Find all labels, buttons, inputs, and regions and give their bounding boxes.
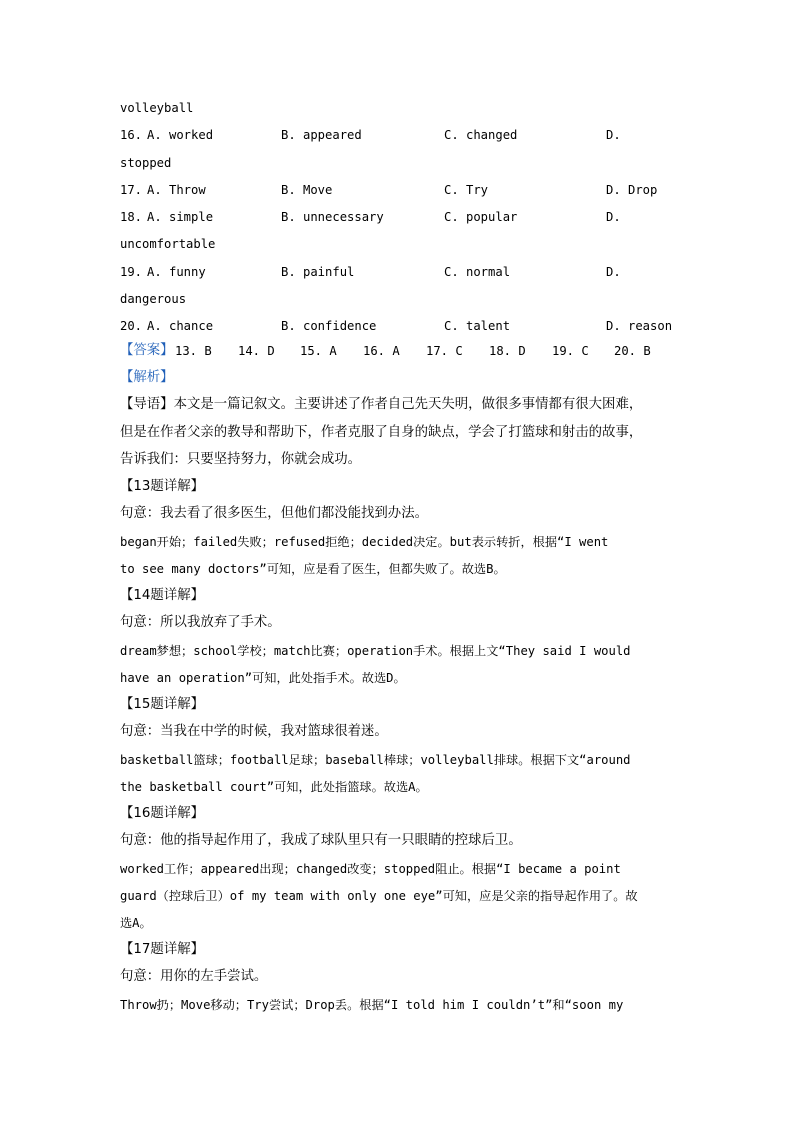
- detail-explain-17: Throw扔；Move移动；Try尝试；Drop丢。根据“I told him I couldn’t”和“soon my: [120, 998, 624, 1012]
- option-b: B. confidence: [281, 319, 377, 333]
- option-b: B. painful: [281, 265, 355, 279]
- detail-heading-16: 【16题详解】: [120, 806, 204, 821]
- answer-item: 18. D: [489, 344, 526, 358]
- detail-meaning-16: 句意：他的指导起作用了，我成了球队里只有一只眼睛的控球后卫。: [120, 833, 522, 848]
- option-c: C. changed: [444, 128, 518, 142]
- answer-item: 14. D: [238, 344, 275, 358]
- detail-explain-16: worked工作；appeared出现；changed改变；stopped阻止。根据“I became a point: [120, 862, 621, 876]
- detail-heading-14: 【14题详解】: [120, 588, 204, 603]
- detail-explain-13: to see many doctors”可知，应是看了医生，但都失败了。故选B。: [120, 562, 506, 576]
- option-c: C. normal: [444, 265, 511, 279]
- intro-label: 【导语】: [120, 397, 174, 412]
- option-d: D.: [606, 265, 621, 279]
- answer-item: 15. A: [300, 344, 337, 358]
- option-d: D. reason: [606, 319, 673, 333]
- option-d: D.: [606, 210, 621, 224]
- detail-explain-15: the basketball court”可知，此处指篮球。故选A。: [120, 780, 428, 794]
- intro-line-3: 告诉我们：只要坚持努力，你就会成功。: [120, 452, 362, 467]
- option-row-18: [120, 207, 680, 227]
- option-c: C. Try: [444, 183, 489, 197]
- intro-text: 本文是一篇记叙文。主要讲述了作者自己先天失明，做很多事情都有很大困难，: [173, 397, 643, 412]
- detail-meaning-13: 句意：我去看了很多医生，但他们都没能找到办法。: [120, 506, 428, 521]
- answer-label: 【答案】: [120, 343, 174, 358]
- option-d-wrap: uncomfortable: [120, 237, 216, 251]
- detail-heading-17: 【17题详解】: [120, 942, 204, 957]
- intro-line-1: [120, 395, 642, 415]
- option-row-16: [120, 125, 680, 145]
- detail-explain-15: basketball篮球；football足球；baseball棒球；volleyball排球。根据下文“around: [120, 753, 631, 767]
- detail-meaning-14: 句意：所以我放弃了手术。: [120, 615, 281, 630]
- q-number: 19.: [120, 265, 143, 279]
- detail-explain-13: began开始；failed失败；refused拒绝；decided决定。but表示转折，根据“I went: [120, 535, 609, 549]
- q-number: 17.: [120, 183, 143, 197]
- option-d: D.: [606, 128, 621, 142]
- option-c: C. popular: [444, 210, 518, 224]
- option-a: A. funny: [147, 265, 206, 279]
- analysis-label: 【解析】: [120, 370, 174, 385]
- option-b: B. appeared: [281, 128, 362, 142]
- detail-meaning-15: 句意：当我在中学的时候，我对篮球很着迷。: [120, 724, 388, 739]
- option-a: A. Throw: [147, 183, 206, 197]
- answer-item: 17. C: [426, 344, 463, 358]
- q-number: 18.: [120, 210, 143, 224]
- q-number: 16.: [120, 128, 143, 142]
- detail-explain-14: have an operation”可知，此处指手术。故选D。: [120, 671, 406, 685]
- option-b: B. Move: [281, 183, 333, 197]
- detail-meaning-17: 句意：用你的左手尝试。: [120, 969, 268, 984]
- detail-explain-16: guard（控球后卫）of my team with only one eye”可知，应是父亲的指导起作用了。故: [120, 889, 638, 903]
- detail-explain-14: dream梦想；school学校；match比赛；operation手术。根据上文“They said I would: [120, 644, 631, 658]
- answer-line: [120, 341, 680, 361]
- detail-heading-13: 【13题详解】: [120, 479, 204, 494]
- option-row-17: [120, 180, 680, 200]
- option-row-20: [120, 316, 680, 336]
- option-a: A. worked: [147, 128, 214, 142]
- option-d-wrap: stopped: [120, 156, 172, 170]
- option-a: A. simple: [147, 210, 214, 224]
- q15-option-tail: volleyball: [120, 101, 194, 115]
- option-c: C. talent: [444, 319, 511, 333]
- answer-item: 19. C: [552, 344, 589, 358]
- intro-line-2: 但是在作者父亲的教导和帮助下，作者克服了自身的缺点，学会了打篮球和射击的故事，: [120, 425, 643, 440]
- option-b: B. unnecessary: [281, 210, 384, 224]
- answer-item: 16. A: [363, 344, 400, 358]
- answer-item: 13. B: [175, 344, 212, 358]
- option-a: A. chance: [147, 319, 214, 333]
- answer-item: 20. B: [614, 344, 651, 358]
- option-d: D. Drop: [606, 183, 658, 197]
- option-row-19: [120, 262, 680, 282]
- detail-heading-15: 【15题详解】: [120, 697, 204, 712]
- option-d-wrap: dangerous: [120, 292, 187, 306]
- detail-explain-16: 选A。: [120, 916, 152, 930]
- q-number: 20.: [120, 319, 143, 333]
